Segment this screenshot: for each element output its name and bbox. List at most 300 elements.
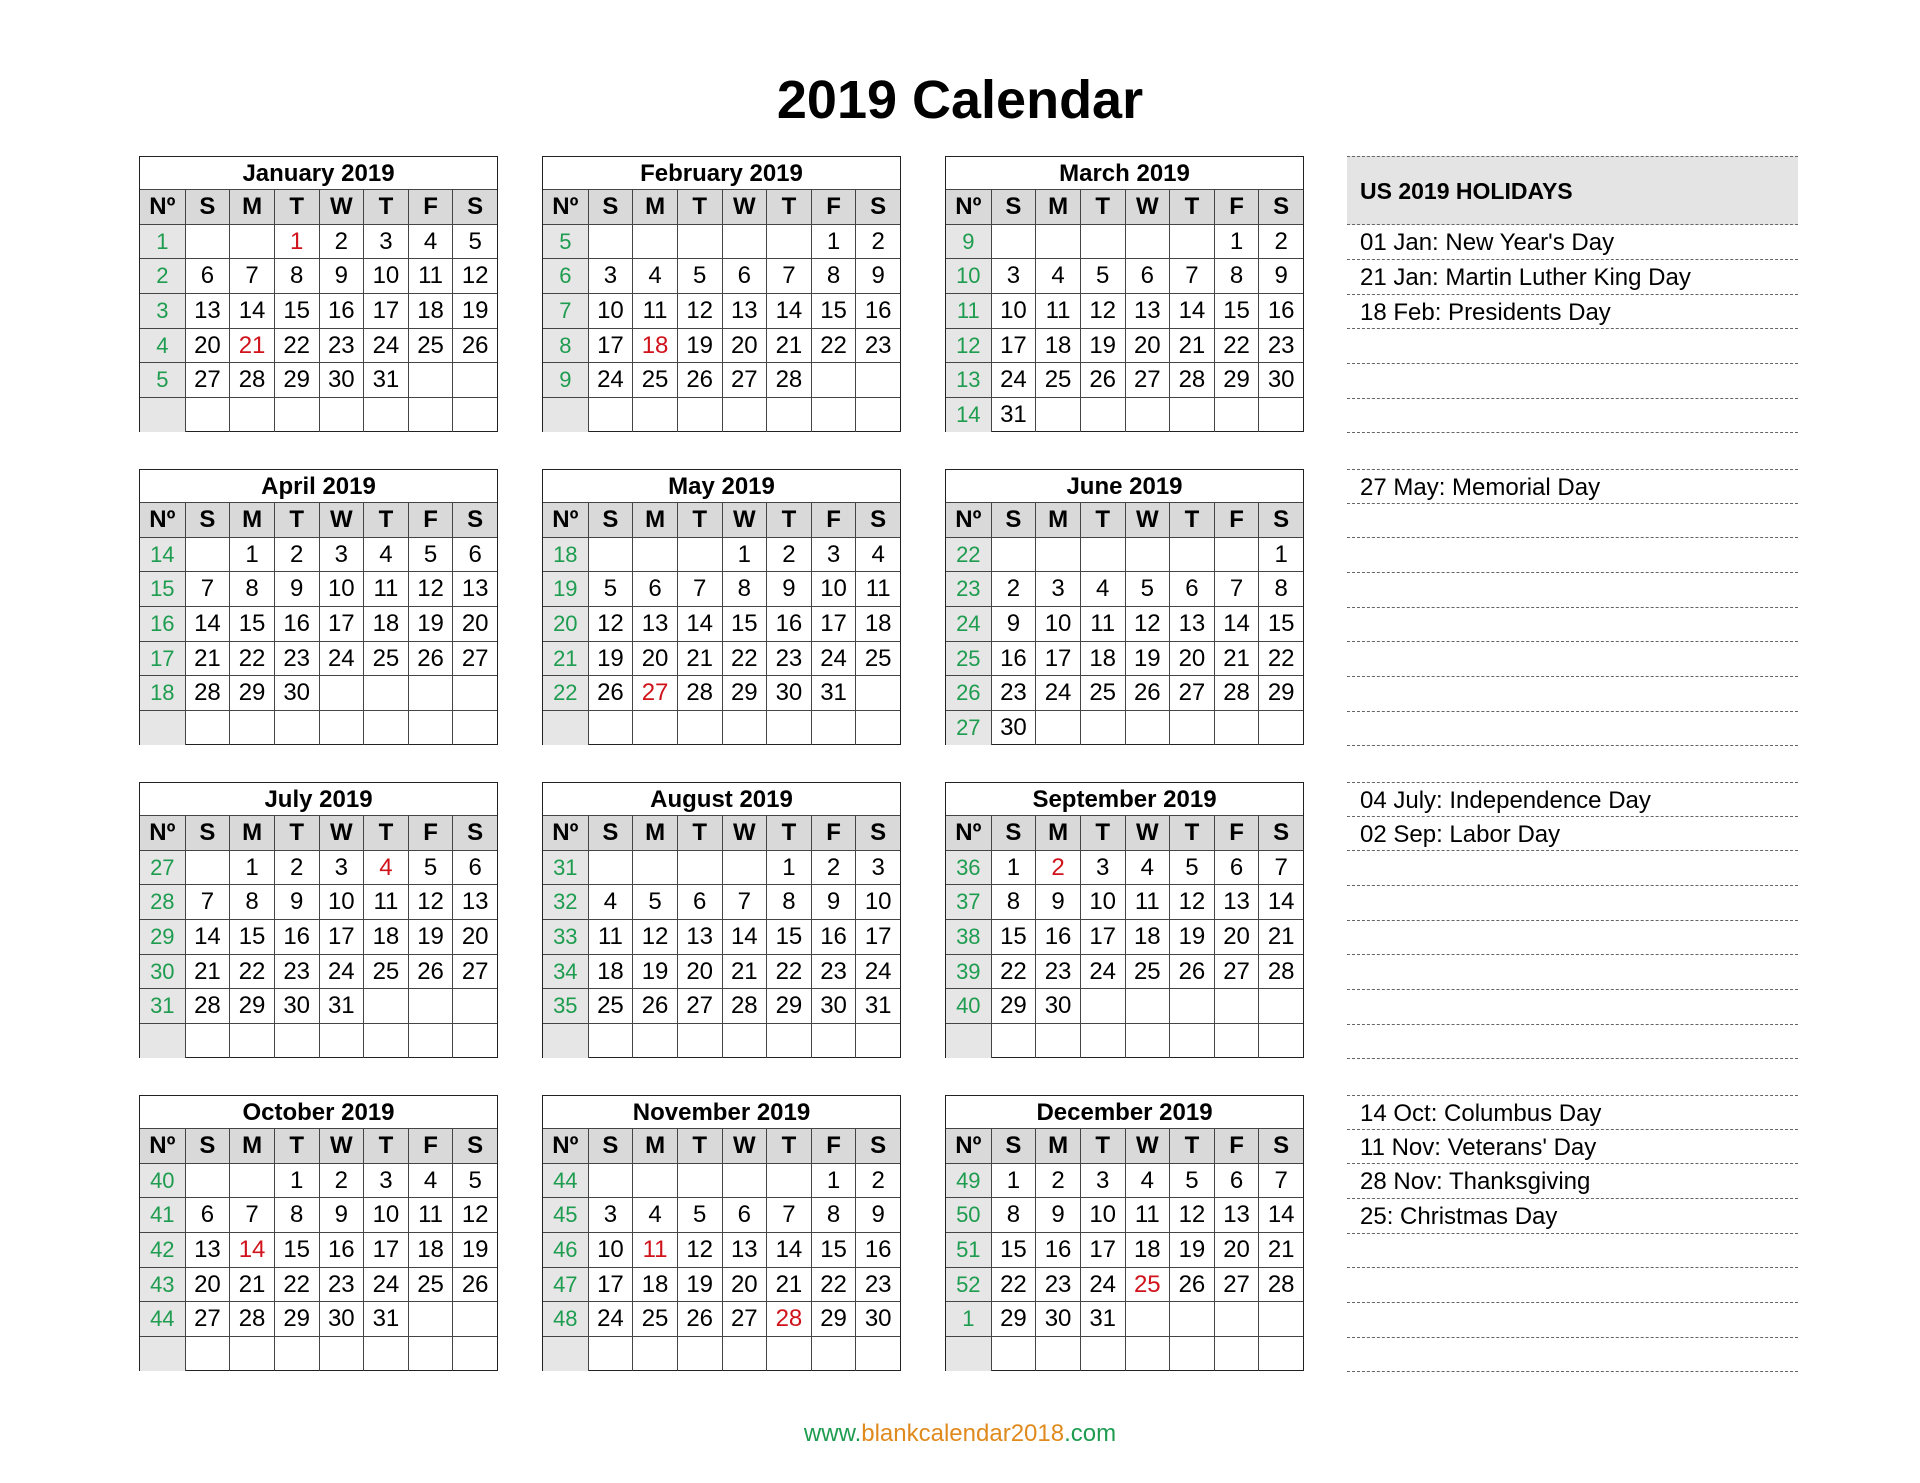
day-cell: [677, 850, 722, 885]
day-cell: [1258, 988, 1303, 1023]
day-cell: 25: [588, 988, 633, 1023]
day-cell: 14: [229, 1232, 274, 1267]
week-row: [140, 537, 497, 572]
weekday-label: T: [1080, 502, 1125, 537]
week-row: [543, 884, 900, 919]
week-row: [543, 1232, 900, 1267]
day-cell: 7: [766, 1197, 811, 1232]
day-cell: 30: [811, 988, 856, 1023]
week-row: [946, 1163, 1303, 1198]
weekday-header: [946, 189, 1303, 224]
day-cell: 19: [1080, 328, 1125, 363]
month-table: [542, 782, 901, 1058]
day-cell: 22: [991, 1267, 1036, 1302]
day-cell: 3: [855, 850, 900, 885]
week-number: 34: [543, 954, 588, 989]
day-cell: 14: [722, 919, 767, 954]
month-table: [945, 469, 1304, 745]
week-row: [543, 675, 900, 710]
day-cell: [588, 397, 633, 432]
day-cell: 13: [1214, 1197, 1259, 1232]
weekday-label: T: [274, 1128, 319, 1163]
day-cell: 5: [408, 850, 453, 885]
day-cell: [1035, 1336, 1080, 1371]
day-cell: 9: [811, 884, 856, 919]
week-number: 10: [946, 258, 991, 293]
weekday-label: W: [1125, 189, 1170, 224]
day-cell: [274, 397, 319, 432]
day-cell: [855, 675, 900, 710]
week-number: [543, 710, 588, 745]
day-cell: [408, 362, 453, 397]
weekday-label: S: [855, 1128, 900, 1163]
day-cell: [991, 224, 1036, 259]
day-cell: 21: [677, 641, 722, 676]
day-cell: 19: [1125, 641, 1170, 676]
day-cell: 11: [363, 571, 408, 606]
weekday-label: S: [452, 815, 497, 850]
holiday-list: [1347, 782, 1798, 1059]
day-cell: 13: [452, 571, 497, 606]
weekday-label: S: [588, 1128, 633, 1163]
day-cell: 7: [1214, 571, 1259, 606]
day-cell: 11: [588, 919, 633, 954]
day-cell: 30: [319, 1301, 364, 1336]
day-cell: 10: [363, 1197, 408, 1232]
day-cell: 13: [722, 1232, 767, 1267]
day-cell: 2: [274, 850, 319, 885]
day-cell: 26: [677, 362, 722, 397]
day-cell: [274, 1336, 319, 1371]
day-cell: 23: [274, 954, 319, 989]
day-cell: 18: [408, 293, 453, 328]
day-cell: 1: [811, 224, 856, 259]
day-cell: 4: [408, 1163, 453, 1198]
day-cell: 29: [722, 675, 767, 710]
day-cell: 16: [319, 293, 364, 328]
day-cell: 16: [855, 1232, 900, 1267]
week-row: [946, 641, 1303, 676]
weekday-label: M: [229, 189, 274, 224]
week-row: [543, 954, 900, 989]
day-cell: 5: [1169, 850, 1214, 885]
week-number: 45: [543, 1197, 588, 1232]
day-cell: 16: [274, 606, 319, 641]
day-cell: [319, 1336, 364, 1371]
week-number: 3: [140, 293, 185, 328]
day-cell: [766, 224, 811, 259]
day-cell: 16: [1035, 1232, 1080, 1267]
day-cell: 25: [363, 641, 408, 676]
day-cell: 26: [452, 1267, 497, 1302]
day-cell: 2: [274, 537, 319, 572]
day-cell: [1080, 1336, 1125, 1371]
day-cell: 13: [1214, 884, 1259, 919]
day-cell: 12: [1169, 1197, 1214, 1232]
day-cell: 18: [1035, 328, 1080, 363]
weekday-label: F: [1214, 189, 1259, 224]
weekday-label: S: [452, 189, 497, 224]
holiday-list: [1347, 156, 1798, 433]
week-number: 24: [946, 606, 991, 641]
week-number-header: Nº: [946, 815, 991, 850]
day-cell: [722, 850, 767, 885]
day-cell: [1080, 710, 1125, 745]
week-row: [140, 362, 497, 397]
day-cell: [1080, 224, 1125, 259]
day-cell: 1: [274, 1163, 319, 1198]
day-cell: 25: [632, 362, 677, 397]
day-cell: 2: [855, 1163, 900, 1198]
day-cell: 23: [991, 675, 1036, 710]
week-number: 35: [543, 988, 588, 1023]
week-row: [140, 641, 497, 676]
day-cell: [1125, 710, 1170, 745]
week-number-header: Nº: [543, 815, 588, 850]
day-cell: 6: [632, 571, 677, 606]
week-number: 25: [946, 641, 991, 676]
day-cell: 17: [1080, 919, 1125, 954]
day-cell: 26: [452, 328, 497, 363]
month-table: [945, 156, 1304, 432]
holiday-entry: [1347, 642, 1798, 677]
week-row: [140, 571, 497, 606]
day-cell: 16: [1035, 919, 1080, 954]
day-cell: 29: [274, 1301, 319, 1336]
day-cell: [632, 224, 677, 259]
week-row: [543, 1301, 900, 1336]
day-cell: 19: [588, 641, 633, 676]
week-number: [543, 1336, 588, 1371]
day-cell: 3: [363, 224, 408, 259]
day-cell: 8: [991, 884, 1036, 919]
weekday-label: M: [229, 1128, 274, 1163]
week-number-header: Nº: [140, 1128, 185, 1163]
day-cell: [1169, 537, 1214, 572]
month-table: [139, 1095, 498, 1371]
weekday-label: S: [991, 502, 1036, 537]
weekday-label: T: [363, 189, 408, 224]
week-row: [140, 1197, 497, 1232]
day-cell: 25: [408, 1267, 453, 1302]
day-cell: 14: [1169, 293, 1214, 328]
week-number: 22: [543, 675, 588, 710]
day-cell: 26: [408, 954, 453, 989]
holiday-entry: [1347, 608, 1798, 643]
day-cell: [632, 1023, 677, 1058]
day-cell: 13: [1125, 293, 1170, 328]
day-cell: 25: [1035, 362, 1080, 397]
day-cell: 19: [452, 293, 497, 328]
day-cell: 4: [855, 537, 900, 572]
day-cell: 10: [855, 884, 900, 919]
week-row: [140, 710, 497, 745]
day-cell: [185, 1023, 230, 1058]
holiday-entry: 14 Oct: Columbus Day: [1347, 1095, 1798, 1130]
day-cell: [408, 1023, 453, 1058]
week-number-header: Nº: [140, 502, 185, 537]
day-cell: 28: [185, 675, 230, 710]
day-cell: [452, 1023, 497, 1058]
week-number: [946, 1023, 991, 1058]
day-cell: 27: [185, 1301, 230, 1336]
day-cell: [1080, 1023, 1125, 1058]
day-cell: 21: [1258, 919, 1303, 954]
weekday-label: F: [408, 189, 453, 224]
day-cell: [408, 1301, 453, 1336]
footer-prefix: www.: [803, 1420, 862, 1447]
weekday-label: T: [677, 502, 722, 537]
day-cell: [1258, 1023, 1303, 1058]
weekday-label: W: [722, 189, 767, 224]
week-number: 23: [946, 571, 991, 606]
week-number: 1: [140, 224, 185, 259]
day-cell: [588, 710, 633, 745]
day-cell: 23: [766, 641, 811, 676]
day-cell: [766, 1163, 811, 1198]
weekday-label: W: [1125, 815, 1170, 850]
week-row: [946, 1197, 1303, 1232]
day-cell: [363, 397, 408, 432]
day-cell: [1080, 988, 1125, 1023]
day-cell: 28: [677, 675, 722, 710]
day-cell: [363, 710, 408, 745]
week-number: 13: [946, 362, 991, 397]
day-cell: 27: [452, 954, 497, 989]
week-row: [543, 1336, 900, 1371]
day-cell: 28: [185, 988, 230, 1023]
day-cell: 30: [274, 988, 319, 1023]
weekday-label: S: [185, 189, 230, 224]
day-cell: [1214, 537, 1259, 572]
day-cell: 29: [1258, 675, 1303, 710]
day-cell: 13: [722, 293, 767, 328]
weekday-label: M: [632, 189, 677, 224]
day-cell: [1035, 1023, 1080, 1058]
day-cell: 1: [722, 537, 767, 572]
week-number: 46: [543, 1232, 588, 1267]
week-number: 50: [946, 1197, 991, 1232]
week-row: [140, 988, 497, 1023]
day-cell: [1080, 537, 1125, 572]
weekday-label: T: [1169, 1128, 1214, 1163]
day-cell: 7: [1169, 258, 1214, 293]
day-cell: 9: [1258, 258, 1303, 293]
day-cell: [1214, 1336, 1259, 1371]
week-number: 28: [140, 884, 185, 919]
day-cell: [588, 850, 633, 885]
day-cell: 21: [229, 1267, 274, 1302]
page-title: 2019 Calendar: [776, 70, 1144, 130]
day-cell: [722, 1163, 767, 1198]
day-cell: 13: [185, 1232, 230, 1267]
day-cell: [588, 1336, 633, 1371]
day-cell: 26: [677, 1301, 722, 1336]
week-number: 27: [140, 850, 185, 885]
day-cell: 29: [274, 362, 319, 397]
week-row: [946, 293, 1303, 328]
day-cell: 3: [991, 258, 1036, 293]
day-cell: 6: [722, 1197, 767, 1232]
week-number: 11: [946, 293, 991, 328]
weekday-header: [543, 1128, 900, 1163]
day-cell: 14: [766, 1232, 811, 1267]
day-cell: 17: [1080, 1232, 1125, 1267]
holiday-entry: [1347, 677, 1798, 712]
day-cell: 20: [632, 641, 677, 676]
weekday-label: S: [855, 189, 900, 224]
week-row: [543, 328, 900, 363]
day-cell: 23: [319, 1267, 364, 1302]
week-row: [946, 675, 1303, 710]
weekday-label: S: [1258, 1128, 1303, 1163]
week-number: 20: [543, 606, 588, 641]
day-cell: [185, 1163, 230, 1198]
day-cell: 15: [991, 919, 1036, 954]
day-cell: 31: [855, 988, 900, 1023]
day-cell: 7: [1258, 850, 1303, 885]
footer-url[interactable]: [0, 1420, 1920, 1448]
day-cell: 17: [588, 1267, 633, 1302]
day-cell: [855, 1023, 900, 1058]
holiday-entry: [1347, 573, 1798, 608]
week-row: [543, 224, 900, 259]
day-cell: 21: [1169, 328, 1214, 363]
day-cell: [1169, 1301, 1214, 1336]
day-cell: 27: [1214, 1267, 1259, 1302]
weekday-label: W: [722, 1128, 767, 1163]
day-cell: [319, 710, 364, 745]
week-number: 43: [140, 1267, 185, 1302]
day-cell: 24: [588, 1301, 633, 1336]
day-cell: [1035, 397, 1080, 432]
weekday-label: T: [766, 189, 811, 224]
month-name: May 2019: [668, 473, 775, 500]
day-cell: 9: [855, 258, 900, 293]
day-cell: [408, 397, 453, 432]
day-cell: 11: [408, 258, 453, 293]
day-cell: [588, 537, 633, 572]
day-cell: [722, 397, 767, 432]
week-row: [543, 1267, 900, 1302]
day-cell: 15: [1214, 293, 1259, 328]
day-cell: 28: [1258, 1267, 1303, 1302]
week-number-header: Nº: [543, 502, 588, 537]
day-cell: 26: [632, 988, 677, 1023]
week-number: 12: [946, 328, 991, 363]
day-cell: 3: [1035, 571, 1080, 606]
holiday-entry: 18 Feb: Presidents Day: [1347, 295, 1798, 330]
week-number: 37: [946, 884, 991, 919]
week-number: 49: [946, 1163, 991, 1198]
month-name: October 2019: [242, 1099, 395, 1126]
day-cell: 1: [229, 537, 274, 572]
day-cell: 29: [229, 988, 274, 1023]
day-cell: 2: [1035, 1163, 1080, 1198]
day-cell: 24: [363, 328, 408, 363]
weekday-label: M: [229, 815, 274, 850]
day-cell: 14: [1214, 606, 1259, 641]
day-cell: [677, 397, 722, 432]
day-cell: [766, 397, 811, 432]
week-row: [543, 293, 900, 328]
day-cell: [319, 1023, 364, 1058]
holiday-entry: [1347, 1303, 1798, 1338]
week-row: [543, 1023, 900, 1058]
day-cell: 9: [319, 258, 364, 293]
week-number: 17: [140, 641, 185, 676]
day-cell: [1169, 1336, 1214, 1371]
week-number: 18: [543, 537, 588, 572]
day-cell: [811, 710, 856, 745]
weekday-label: W: [319, 815, 364, 850]
weekday-label: T: [363, 502, 408, 537]
day-cell: 1: [766, 850, 811, 885]
day-cell: 15: [811, 293, 856, 328]
day-cell: [1035, 710, 1080, 745]
day-cell: 1: [274, 224, 319, 259]
day-cell: 1: [1258, 537, 1303, 572]
day-cell: 11: [632, 293, 677, 328]
week-number: [140, 397, 185, 432]
day-cell: 6: [185, 258, 230, 293]
day-cell: [632, 710, 677, 745]
day-cell: [229, 1163, 274, 1198]
day-cell: 1: [991, 1163, 1036, 1198]
day-cell: 2: [319, 224, 364, 259]
day-cell: 1: [991, 850, 1036, 885]
month-table: [139, 469, 498, 745]
weekday-label: S: [452, 1128, 497, 1163]
holiday-entry: 28 Nov: Thanksgiving: [1347, 1164, 1798, 1199]
day-cell: 23: [1035, 1267, 1080, 1302]
day-cell: 27: [722, 362, 767, 397]
day-cell: 9: [319, 1197, 364, 1232]
day-cell: 29: [811, 1301, 856, 1336]
holiday-entry: [1347, 921, 1798, 956]
day-cell: [1258, 1336, 1303, 1371]
day-cell: [1169, 710, 1214, 745]
day-cell: 9: [855, 1197, 900, 1232]
month-name: January 2019: [242, 160, 395, 187]
day-cell: 22: [991, 954, 1036, 989]
day-cell: 11: [1080, 606, 1125, 641]
week-row: [946, 571, 1303, 606]
week-number: [543, 1023, 588, 1058]
day-cell: 7: [185, 884, 230, 919]
day-cell: 10: [1080, 1197, 1125, 1232]
day-cell: 7: [185, 571, 230, 606]
week-number: 26: [946, 675, 991, 710]
week-row: [946, 537, 1303, 572]
day-cell: 19: [677, 328, 722, 363]
day-cell: 30: [274, 675, 319, 710]
weekday-label: T: [1169, 815, 1214, 850]
day-cell: 6: [452, 850, 497, 885]
month-name: March 2019: [1059, 160, 1190, 187]
holiday-entry: [1347, 1338, 1798, 1373]
day-cell: 25: [855, 641, 900, 676]
day-cell: [632, 397, 677, 432]
day-cell: 28: [722, 988, 767, 1023]
week-row: [543, 397, 900, 432]
weekday-label: W: [1125, 502, 1170, 537]
day-cell: 14: [1258, 884, 1303, 919]
weekday-label: T: [766, 815, 811, 850]
day-cell: 23: [811, 954, 856, 989]
day-cell: 7: [229, 1197, 274, 1232]
week-row: [543, 641, 900, 676]
